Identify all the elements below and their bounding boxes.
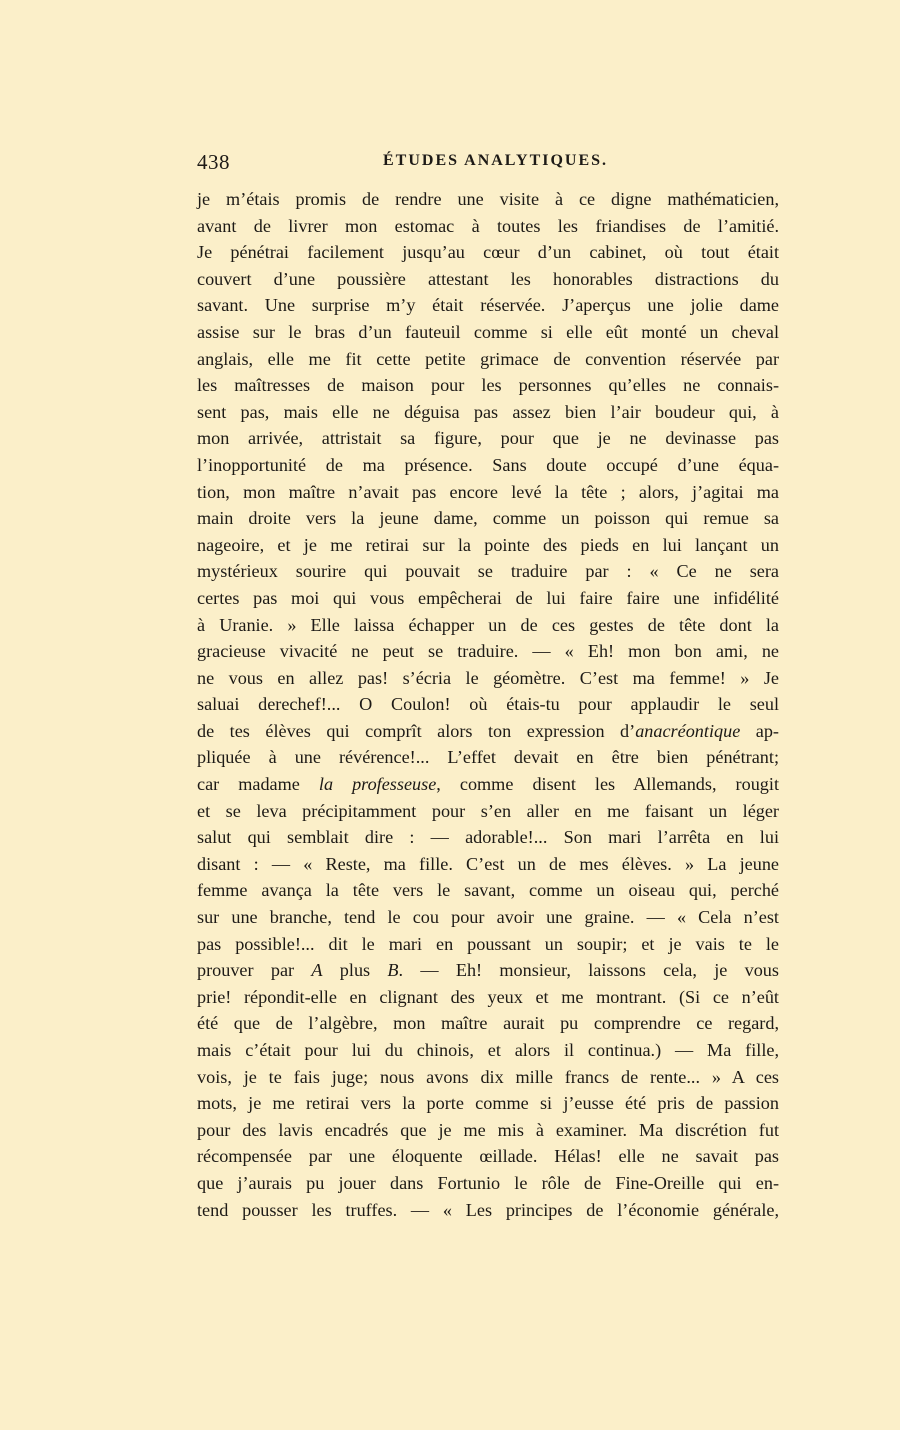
text-segment: car madame	[197, 774, 319, 795]
text-line	[197, 292, 779, 319]
text-segment: les maîtresses de maison pour les personnes qu’elles ne connais-	[197, 375, 779, 396]
text-segment: de tes élèves qui comprît alors ton expression d’	[197, 720, 636, 741]
text-line	[197, 718, 779, 745]
text-line	[197, 851, 779, 878]
text-line	[197, 266, 779, 293]
text-line	[197, 505, 779, 532]
text-line	[197, 877, 779, 904]
text-segment: gracieuse vivacité ne peut se traduire. — « Eh! mon bon ami, ne	[197, 641, 779, 662]
text-segment: couvert d’une poussière attestant les honorables distractions du	[197, 268, 779, 289]
text-segment: salut qui semblait dire : — adorable!... Son mari l’arrêta en lui	[197, 827, 779, 848]
text-line	[197, 957, 779, 984]
text-segment: et se leva précipitamment pour s’en aller en me faisant un léger	[197, 800, 779, 821]
page-header	[197, 150, 779, 180]
text-line	[197, 425, 779, 452]
text-line	[197, 984, 779, 1011]
text-line	[197, 1170, 779, 1197]
text-line	[197, 1197, 779, 1224]
text-segment: Je pénétrai facilement jusqu’au cœur d’un cabinet, où tout était	[197, 242, 779, 263]
text-segment: mon arrivée, attristait sa figure, pour que je ne devinasse pas	[197, 428, 779, 449]
text-segment: ap-	[740, 720, 779, 741]
text-segment: à Uranie. » Elle laissa échapper un de ces gestes de tête dont la	[197, 614, 779, 635]
text-line	[197, 771, 779, 798]
body-text	[197, 186, 779, 1223]
text-segment: nageoire, et je me retirai sur la pointe des pieds en lui lançant un	[197, 534, 779, 555]
text-segment: tion, mon maître n’avait pas encore levé la tête ; alors, j’agitai ma	[197, 481, 779, 502]
text-segment: . — Eh! monsieur, laissons cela, je vous	[398, 960, 779, 981]
text-segment: vois, je te fais juge; nous avons dix mille francs de rente... » A ces	[197, 1066, 779, 1087]
text-segment: anglais, elle me fit cette petite grimace de convention réservée par	[197, 348, 779, 369]
text-line	[197, 1117, 779, 1144]
text-line	[197, 798, 779, 825]
text-line	[197, 346, 779, 373]
text-line	[197, 1037, 779, 1064]
page-number: 438	[197, 150, 230, 174]
text-segment: plus	[322, 960, 388, 981]
text-segment: avant de livrer mon estomac à toutes les friandises de l’amitié.	[197, 215, 779, 236]
text-segment: prie! répondit-elle en clignant des yeux et me montrant. (Si ce n’eût	[197, 986, 779, 1007]
text-segment: été que de l’algèbre, mon maître aurait pu comprendre ce regard,	[197, 1013, 779, 1034]
italic-text: B	[387, 960, 399, 981]
text-line	[197, 558, 779, 585]
text-segment: que j’aurais pu jouer dans Fortunio le rôle de Fine-Oreille qui en-	[197, 1172, 779, 1193]
text-segment: je m’étais promis de rendre une visite à ce digne mathématicien,	[197, 189, 779, 209]
text-segment: disant : — « Reste, ma fille. C’est un de mes élèves. » La jeune	[197, 853, 779, 874]
text-line	[197, 824, 779, 851]
text-line	[197, 213, 779, 240]
text-segment: ne vous en allez pas! s’écria le géomètre. C’est ma femme! » Je	[197, 667, 779, 688]
text-line	[197, 931, 779, 958]
text-line	[197, 612, 779, 639]
text-segment: femme avança la tête vers le savant, comme un oiseau qui, perché	[197, 880, 779, 901]
text-segment: main droite vers la jeune dame, comme un poisson qui remue sa	[197, 508, 779, 529]
italic-text: A	[311, 960, 323, 981]
text-line	[197, 691, 779, 718]
text-segment: pour des lavis encadrés que je me mis à examiner. Ma discrétion fut	[197, 1119, 779, 1140]
text-segment: saluai derechef!... O Coulon! où étais-tu pour applaudir le seul	[197, 694, 779, 715]
text-line	[197, 532, 779, 559]
text-line	[197, 1143, 779, 1170]
text-line	[197, 452, 779, 479]
text-line	[197, 319, 779, 346]
text-line	[197, 399, 779, 426]
text-segment: prouver par	[197, 960, 312, 981]
text-line	[197, 904, 779, 931]
text-segment: mystérieux sourire qui pouvait se traduire par : « Ce ne sera	[197, 561, 779, 582]
text-line	[197, 372, 779, 399]
text-line	[197, 1090, 779, 1117]
text-segment: tend pousser les truffes. — « Les principes de l’économie générale,	[197, 1199, 779, 1220]
text-segment: pliquée à une révérence!... L’effet devait en être bien pénétrant;	[197, 747, 779, 768]
text-line	[197, 186, 779, 213]
text-line	[197, 744, 779, 771]
text-line	[197, 665, 779, 692]
text-segment: sent pas, mais elle ne déguisa pas assez bien l’air boudeur qui, à	[197, 401, 779, 422]
text-line	[197, 479, 779, 506]
italic-text: la professeuse	[318, 774, 437, 795]
italic-text: anacréontique	[635, 720, 741, 741]
text-line	[197, 1064, 779, 1091]
text-line	[197, 638, 779, 665]
text-segment: , comme disent les Allemands, rougit	[436, 774, 779, 795]
text-segment: l’inopportunité de ma présence. Sans doute occupé d’une équa-	[197, 454, 779, 475]
text-segment: mots, je me retirai vers la porte comme si j’eusse été pris de passion	[197, 1093, 779, 1114]
text-segment: sur une branche, tend le cou pour avoir une graine. — « Cela n’est	[197, 907, 779, 928]
text-segment: mais c’était pour lui du chinois, et alors il continua.) — Ma fille,	[197, 1040, 779, 1060]
text-segment: récompensée par une éloquente œillade. Hélas! elle ne savait pas	[197, 1146, 779, 1167]
text-line	[197, 239, 779, 266]
text-line	[197, 585, 779, 612]
text-segment: assise sur le bras d’un fauteuil comme si elle eût monté un cheval	[197, 321, 779, 342]
text-segment: savant. Une surprise m’y était réservée. J’aperçus une jolie dame	[197, 295, 779, 316]
text-segment: certes pas moi qui vous empêcherai de lui faire faire une infidélité	[197, 587, 779, 608]
running-title: ÉTUDES ANALYTIQUES.	[383, 152, 609, 169]
text-line	[197, 1010, 779, 1037]
text-segment: pas possible!... dit le mari en poussant un soupir; et je vais te le	[197, 933, 779, 954]
